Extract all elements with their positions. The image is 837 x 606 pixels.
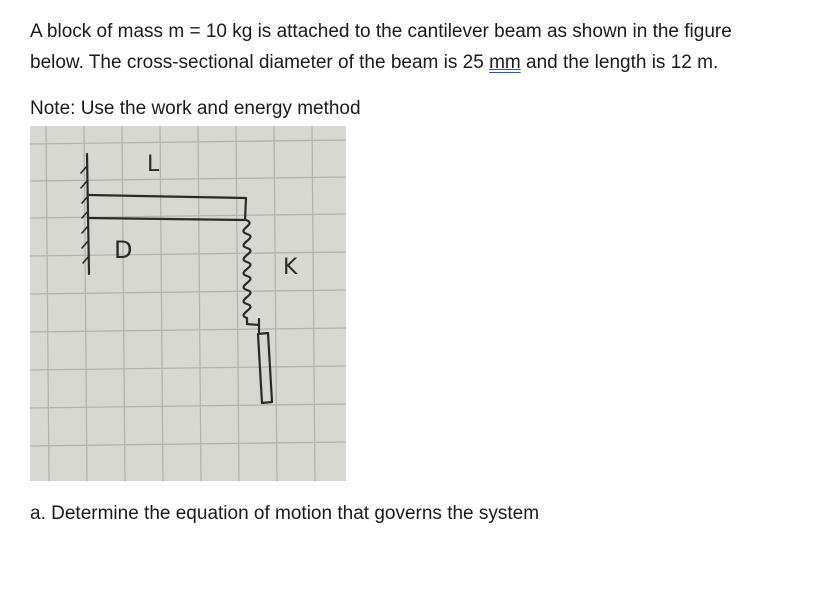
method-note: Note: Use the work and energy method xyxy=(30,98,361,119)
label-D: D xyxy=(114,236,133,264)
label-K: K xyxy=(283,255,298,280)
graph-paper-grid xyxy=(30,126,346,481)
cantilever-sketch-photo xyxy=(30,126,346,481)
problem-statement xyxy=(30,16,732,78)
unit-mm: mm xyxy=(489,52,521,73)
problem-intro-line2-end: and the length is 12 m. xyxy=(520,52,719,73)
mass-hook xyxy=(247,319,259,332)
problem-intro-line1: A block of mass m = 10 kg is attached to the cantilever beam as shown in the figure xyxy=(30,21,732,42)
question-a: a. Determine the equation of motion that governs the system xyxy=(30,503,540,524)
coil-spring xyxy=(243,220,250,324)
mass-block xyxy=(258,333,272,403)
problem-intro-line2: below. The cross-sectional diameter of the beam is 25 xyxy=(30,52,490,73)
label-L: L xyxy=(147,152,160,177)
